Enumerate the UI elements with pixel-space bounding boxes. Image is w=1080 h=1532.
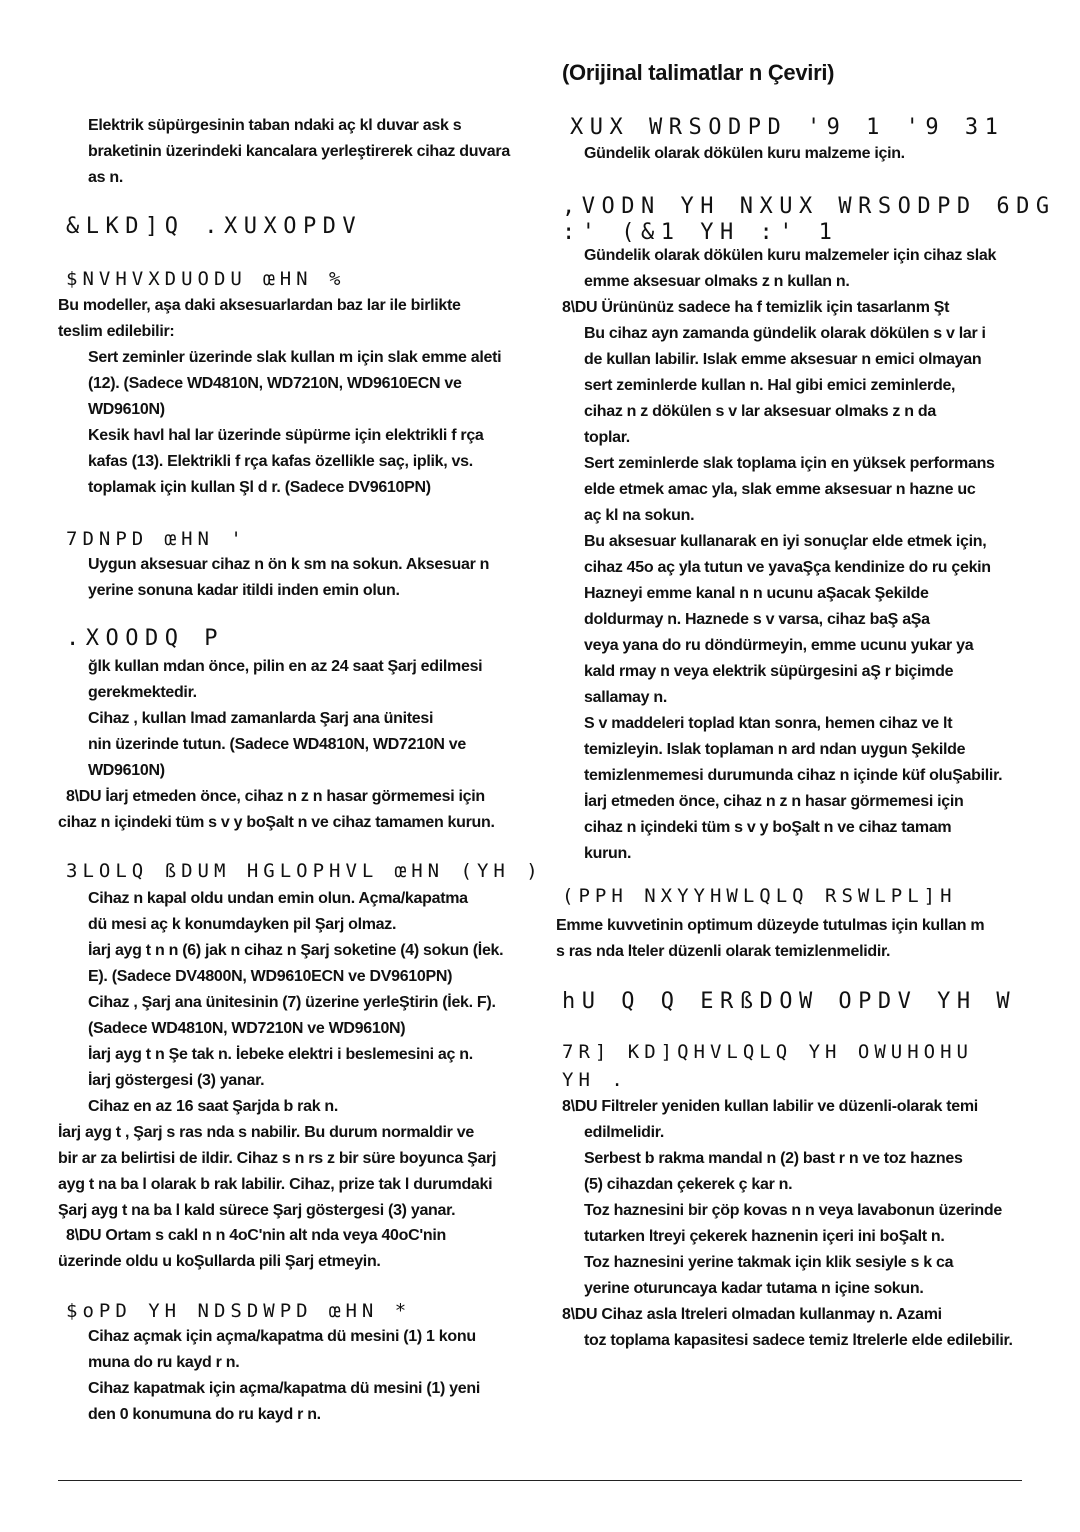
- text-line: Cihaz , Şarj ana ünitesinin (7) üzerine yerleŞtirin (İek. F).: [88, 994, 496, 1011]
- text-line: bir ar za belirtisi de ildir. Cihaz s n rs z bir süre boyunca Şarj: [58, 1150, 497, 1167]
- text-line: Cihaz en az 16 saat Şarjda b rak n.: [88, 1098, 339, 1115]
- section-heading: 7DNPD œHN ': [66, 528, 247, 550]
- text-line: kald rmay n veya elektrik süpürgesini aŞ r biçimde: [584, 663, 954, 680]
- text-line: Elektrik süpürgesinin taban ndaki aç kl duvar ask s: [88, 117, 462, 134]
- text-line: gerekmektedir.: [88, 684, 197, 701]
- text-line: Serbest b rakma mandal n (2) bast r n ve toz haznes: [584, 1150, 963, 1167]
- section-heading: XUX WRSODPD '9 1 '9 31: [570, 115, 1005, 140]
- text-line: yerine sonuna kadar itildi inden emin olun.: [88, 582, 400, 599]
- text-line: WD9610N): [88, 401, 165, 418]
- section-heading: $NVHVXDUODU œHN %: [66, 268, 346, 290]
- text-line: (Sadece WD4810N, WD7210N ve WD9610N): [88, 1020, 406, 1037]
- text-line: cihaz n z dökülen s v lar aksesuar olmaks z n da: [584, 403, 936, 420]
- text-line: elde etmek amac yla, slak emme aksesuar n hazne uc: [584, 481, 976, 498]
- text-line: sert zeminlerde kullan n. Hal gibi emici zeminlerde,: [584, 377, 956, 394]
- text-line: doldurmay n. Haznede s v varsa, cihaz baŞ aŞa: [584, 611, 930, 628]
- text-line: s ras nda lteler düzenli olarak temizlenmelidir.: [556, 943, 891, 960]
- text-line: as n.: [88, 169, 123, 186]
- text-line: Gündelik olarak dökülen kuru malzemeler için cihaz slak: [584, 247, 997, 264]
- text-line: toplar.: [584, 429, 630, 446]
- text-line: 8\DU Ortam s cakl n n 4oC'nin alt nda veya 40oC'nin: [66, 1227, 446, 1244]
- text-line: braketinin üzerindeki kancalara yerleştirerek cihaz duvara: [88, 143, 510, 160]
- section-heading: ,VODN YH NXUX WRSODPD 6DG: [562, 194, 1056, 219]
- text-line: cihaz n içindeki tüm s v y boŞalt n ve cihaz tamamen kurun.: [58, 814, 495, 831]
- text-line: veya yana do ru döndürmeyin, emme ucunu yukar ya: [584, 637, 974, 654]
- text-line: kurun.: [584, 845, 632, 862]
- text-line: kafas (13). Elektrikli f rça kafas özellikle saç, iplik, vs.: [88, 453, 473, 470]
- text-line: Bu cihaz ayn zamanda gündelik olarak dökülen s v lar i: [584, 325, 986, 342]
- text-line: S v maddeleri toplad ktan sonra, hemen cihaz ve lt: [584, 715, 953, 732]
- footer-rule: [58, 1480, 1022, 1481]
- text-line: Kesik havl hal lar üzerinde süpürme için elektrikli f rça: [88, 427, 484, 444]
- text-line: Bu aksesuar kullanarak en iyi sonuçlar elde etmek için,: [584, 533, 987, 550]
- page-title: (Orijinal talimatlar n Çeviri): [562, 60, 835, 85]
- section-heading: &LKD]Q .XUXOPDV: [66, 214, 363, 239]
- text-line: İarj ayg t , Şarj s ras nda s nabilir. Bu durum normaldir ve: [58, 1124, 474, 1141]
- section-heading: 7R] KD]QHVLQLQ YH OWUHOHU: [562, 1041, 973, 1063]
- text-line: ğlk kullan mdan önce, pilin en az 24 saat Şarj edilmesi: [88, 658, 483, 675]
- text-line: 8\DU İarj etmeden önce, cihaz n z n hasar görmemesi için: [66, 788, 485, 805]
- text-line: İarj göstergesi (3) yanar.: [88, 1072, 265, 1089]
- section-heading: .XOODQ P: [66, 626, 224, 651]
- text-line: Toz haznesini bir çöp kovas n n veya lavabonun üzerinde: [584, 1202, 1002, 1219]
- text-line: Cihaz açmak için açma/kapatma dü mesini (1) 1 konu: [88, 1328, 476, 1345]
- text-line: Gündelik olarak dökülen kuru malzeme için.: [584, 145, 905, 162]
- section-heading: 3LOLQ ßDUM HGLOPHVL œHN (YH ): [66, 860, 543, 882]
- text-line: Şarj ayg t na ba l kald sürece Şarj göstergesi (3) yanar.: [58, 1202, 456, 1219]
- text-line: 8\DU Ürününüz sadece ha f temizlik için tasarlanm Şt: [562, 299, 950, 316]
- section-heading: :' (&1 YH :' 1: [562, 220, 839, 245]
- text-line: ayg t na ba l olarak b rak labilir. Cihaz, prize tak l durumdaki: [58, 1176, 493, 1193]
- text-line: aç kl na sokun.: [584, 507, 695, 524]
- text-line: sallamay n.: [584, 689, 667, 706]
- text-line: temizleyin. Islak toplaman n ard ndan uygun Şekilde: [584, 741, 966, 758]
- text-line: cihaz n içindeki tüm s v y boŞalt n ve cihaz tamam: [584, 819, 952, 836]
- text-line: WD9610N): [88, 762, 165, 779]
- text-line: yerine oturuncaya kadar tutama n içine sokun.: [584, 1280, 924, 1297]
- text-line: İarj ayg t n Şe tak n. İebeke elektri i beslemesini aç n.: [88, 1046, 473, 1063]
- text-line: Uygun aksesuar cihaz n ön k sm na sokun. Aksesuar n: [88, 556, 490, 573]
- section-heading: $oPD YH NDSDWPD œHN *: [66, 1300, 412, 1322]
- text-line: muna do ru kayd r n.: [88, 1354, 240, 1371]
- text-line: Sert zeminlerde slak toplama için en yüksek performans: [584, 455, 995, 472]
- text-line: Hazneyi emme kanal n n ucunu aŞacak Şekilde: [584, 585, 929, 602]
- text-line: Cihaz kapatmak için açma/kapatma dü mesini (1) yeni: [88, 1380, 480, 1397]
- text-line: toplamak için kullan Şl d r. (Sadece DV9610PN): [88, 479, 431, 496]
- text-line: nin üzerinde tutun. (Sadece WD4810N, WD7210N ve: [88, 736, 466, 753]
- text-line: tutarken ltreyi çekerek haznenin içeri ini boŞalt n.: [584, 1228, 945, 1245]
- text-line: Cihaz , kullan lmad zamanlarda Şarj ana ünitesi: [88, 710, 434, 727]
- section-heading: (PPH NXYYHWLQLQ RSWLPL]H: [562, 885, 957, 907]
- text-line: den 0 konumuna do ru kayd r n.: [88, 1406, 321, 1423]
- text-line: Bu modeller, aşa daki aksesuarlardan baz lar ile birlikte: [58, 297, 461, 314]
- text-line: teslim edilebilir:: [58, 323, 175, 340]
- text-line: dü mesi aç k konumdayken pil Şarj olmaz.: [88, 916, 397, 933]
- text-line: Emme kuvvetinin optimum düzeyde tutulmas için kullan m: [556, 917, 985, 934]
- text-line: İarj etmeden önce, cihaz n z n hasar görmemesi için: [584, 793, 964, 810]
- text-line: İarj ayg t n n (6) jak n cihaz n Şarj soketine (4) sokun (İek.: [88, 942, 504, 959]
- text-line: E). (Sadece DV4800N, WD9610ECN ve DV9610PN): [88, 968, 453, 985]
- text-line: 8\DU Filtreler yeniden kullan labilir ve düzenli-olarak temi: [562, 1098, 978, 1115]
- text-line: emme aksesuar olmaks z n kullan n.: [584, 273, 850, 290]
- section-heading: YH .: [562, 1069, 628, 1091]
- text-line: toz toplama kapasitesi sadece temiz ltrelerle elde edilebilir.: [584, 1332, 1013, 1349]
- section-heading: hU Q Q ERßDOW OPDV YH W: [562, 989, 1017, 1014]
- text-line: Toz haznesini yerine takmak için klik sesiyle s k ca: [584, 1254, 954, 1271]
- text-line: Cihaz n kapal oldu undan emin olun. Açma/kapatma: [88, 890, 468, 907]
- text-line: (12). (Sadece WD4810N, WD7210N, WD9610ECN ve: [88, 375, 462, 392]
- text-line: (5) cihazdan çekerek ç kar n.: [584, 1176, 793, 1193]
- text-line: 8\DU Cihaz asla ltreleri olmadan kullanmay n. Azami: [562, 1306, 942, 1323]
- text-line: edilmelidir.: [584, 1124, 664, 1141]
- text-line: cihaz 45o aç yla tutun ve yavaŞça kendinize do ru çekin: [584, 559, 991, 576]
- text-line: de kullan labilir. Islak emme aksesuar n emici olmayan: [584, 351, 982, 368]
- text-line: temizlenmemesi durumunda cihaz n içinde küf oluŞabilir.: [584, 767, 1003, 784]
- text-line: üzerinde oldu u koŞullarda pili Şarj etmeyin.: [58, 1253, 381, 1270]
- text-line: Sert zeminler üzerinde slak kullan m için slak emme aleti: [88, 349, 502, 366]
